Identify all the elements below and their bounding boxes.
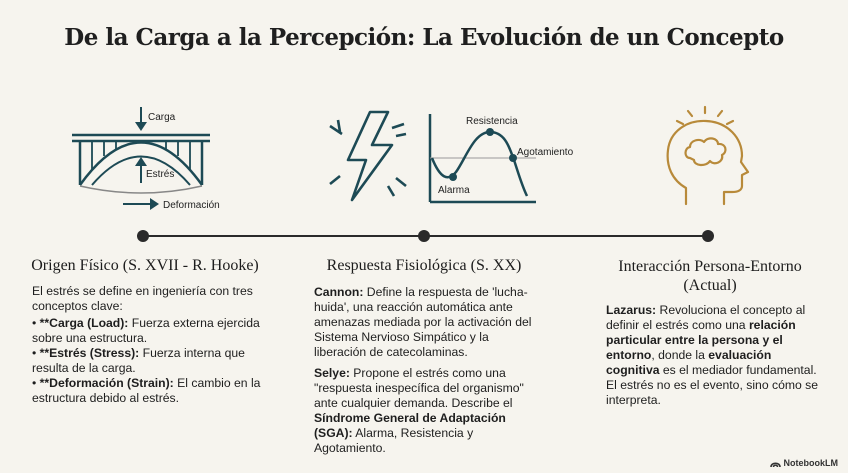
timeline-node-3: [702, 230, 714, 242]
resistencia-label: Resistencia: [466, 116, 518, 127]
column-interaccion: [606, 303, 826, 414]
agotamiento-point: [509, 154, 517, 162]
alarma-point: [449, 173, 457, 181]
cannon-paragraph: Cannon: Define la respuesta de 'lucha-huida', una reacción automática ante amenazas mediada por la activación del Sistema Nervioso Simpático y la liberación de catecolaminas.: [314, 285, 532, 359]
brand-label: NotebookLM: [783, 458, 838, 468]
alarma-label: Alarma: [438, 185, 470, 196]
origen-intro: El estrés se define en ingeniería con tres conceptos clave:: [32, 284, 253, 313]
estres-label: Estrés: [146, 169, 175, 180]
lazarus-paragraph: Lazarus: Revoluciona el concepto al definir el estrés como una relación particular entre la persona y el entorno, donde la evaluación cognitiva es el mediador fundamental. El estrés no es el evento, sino cómo se interpreta.: [606, 303, 819, 407]
notebooklm-logo-icon: [770, 459, 781, 468]
resistencia-point: [486, 128, 494, 136]
column-origen-fisico: [32, 284, 272, 406]
deformacion-label: Deformación: [163, 200, 220, 211]
heading-interaccion: [592, 257, 828, 295]
timeline: [137, 230, 714, 242]
heading-interaccion-line2: (Actual): [683, 277, 737, 294]
column-respuesta-fisiologica: [314, 285, 540, 462]
list-item: • **Deformación (Strain): El cambio en la estructura debido al estrés.: [32, 376, 261, 405]
heading-respuesta-fisiologica: Respuesta Fisiológica (S. XX): [326, 257, 522, 274]
heading-interaccion-line1: Interacción Persona-Entorno: [618, 258, 802, 275]
page-title: De la Carga a la Percepción: La Evolución de un Concepto: [64, 24, 784, 51]
carga-arrow-icon: [135, 107, 147, 131]
heading-origen-fisico: Origen Físico (S. XVII - R. Hooke): [31, 257, 259, 274]
timeline-node-2: [418, 230, 430, 242]
lightning-icon: [330, 112, 406, 200]
carga-label: Carga: [148, 112, 176, 123]
selye-paragraph: Selye: Propone el estrés como una "respuesta inespecífica del organismo" ante cualquier demanda. Describe el Síndrome General de Adaptación (SGA): Alarma, Resistencia y Agotamiento.: [314, 366, 524, 455]
notebooklm-brand: [770, 458, 839, 468]
list-item: • **Estrés (Stress): Fuerza interna que resulta de la carga.: [32, 346, 245, 375]
list-item: • **Carga (Load): Fuerza externa ejercida sobre una estructura.: [32, 316, 260, 345]
timeline-node-1: [137, 230, 149, 242]
deformacion-arrow-icon: [123, 198, 159, 210]
agotamiento-label: Agotamiento: [517, 147, 574, 158]
head-brain-icon: [668, 107, 748, 204]
